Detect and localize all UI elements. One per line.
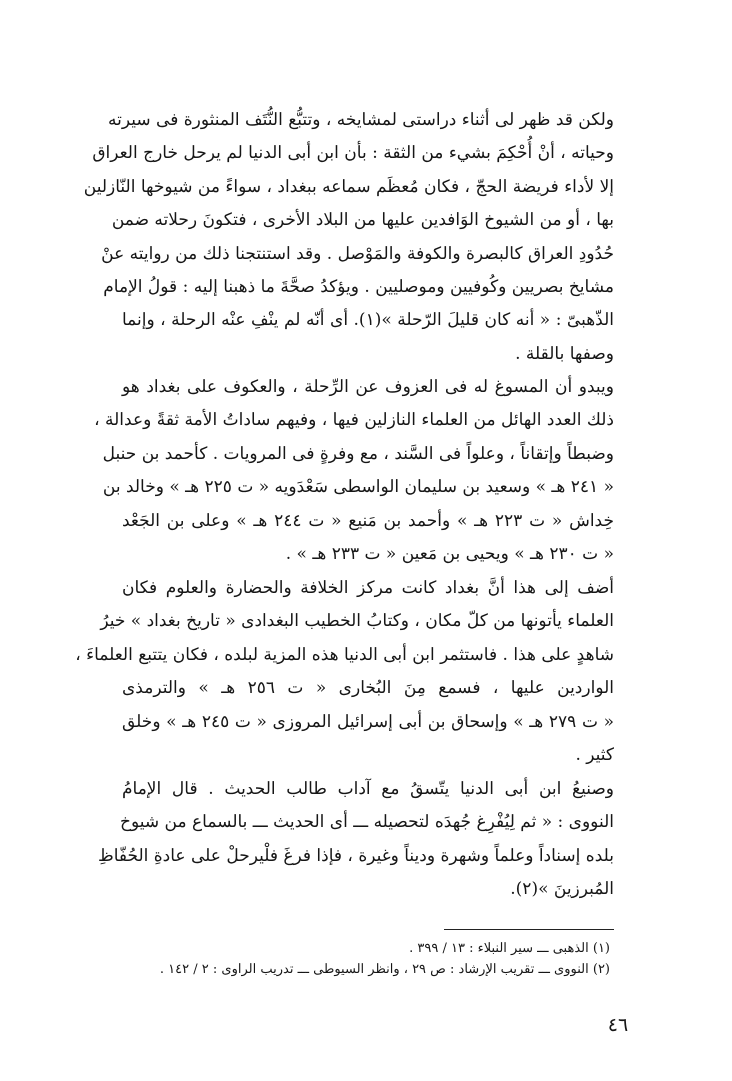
text-line: « ٢٤١ هـ » وسعيد بن سليمان الواسطى سَعْدَويه « ت ٢٢٥ هـ » وخالد بن — [102, 477, 614, 498]
text-line: مشايخ بصريين وكُوفيين وموصليين . ويؤكدُ صحَّةَ ما ذهبنا إليه : قولُ الإمام — [103, 277, 614, 298]
text-line: « ت ٢٧٩ هـ » وإسحاق بن أبى إسرائيل المروزى « ت ٢٤٥ هـ » وخلق — [122, 711, 614, 732]
text-line: شاهدٍ على هذا . فاستثمر ابن أبى الدنيا هذه المزية لبلده ، فكان يتتبع العلماءَ ، — [75, 644, 614, 665]
text-line: النووى : « ثم لِيُفْرِغ جُهدَه لتحصيله ـــ أى الحديث ـــ بالسماع من شيوخ — [120, 812, 614, 833]
footnote-divider — [444, 929, 614, 930]
text-line: وحياته ، أنْ أُحْكِمَ بشيء من الثقة : بأن ابن أبى الدنيا لم يرحل خارج العراق — [92, 143, 614, 164]
paragraph-1 — [83, 104, 614, 371]
text-line: الواردين عليها ، فسمع مِنَ البُخارى « ت ٢٥٦ هـ » والترمذى — [122, 678, 614, 699]
text-line: بلده إسناداً وعلماً وشهرة وديناً وغيرة ، فإذا فرغَ فلْيرحلْ على عادةِ الحُفّاظِ — [97, 845, 614, 866]
paragraph-4 — [97, 773, 614, 907]
page-number: ٤٦ — [607, 1014, 629, 1036]
text-line: إلا لأداء فريضة الحجّ ، فكان مُعظَم سماعه ببغداد ، سواءً من شيوخها النّازلين — [83, 176, 614, 197]
text-line: أضف إلى هذا أنَّ بغداد كانت مركز الخلافة والحضارة والعلوم فكان — [122, 578, 614, 598]
text-line: وصنيعُ ابن أبى الدنيا يتّسقُ مع آداب طالب الحديث . قال الإمامُ — [122, 779, 614, 799]
text-line: ذلك العدد الهائل من العلماء النازلين فيها ، وفيهم ساداتُ الأمة ثقةً وعدالة ، — [94, 410, 614, 431]
text-line: الذّهبىّ : « أنه كان قليلَ الرّحلة »(١). أى أنّه لم ينْفِ عنْه الرحلة ، وإنما — [122, 310, 614, 331]
text-line: وضبطاً وإتقاناً ، وعلواً فى السَّند ، مع وفرةٍ فى المرويات . كأحمد بن حنبل — [102, 443, 614, 464]
text-line: ويبدو أن المسوغ له فى العزوف عن الرِّحلة ، والعكوف على بغداد هو — [122, 377, 614, 397]
text-line: حُدُودِ العراق كالبصرة والكوفة والمَوْصل . وقد استنتجنا ذلك من روايته عنْ — [101, 243, 614, 264]
text-line: كثير . — [575, 745, 614, 766]
text-line: « ت ٢٣٠ هـ » ويحيى بن مَعين « ت ٢٣٣ هـ » . — [285, 544, 614, 565]
text-line: العلماء يأتونها من كلّ مكان ، وكتابُ الخطيب البغدادى « تاريخ بغداد » خيرُ — [100, 611, 614, 632]
text-line: ولكن قد ظهر لى أثناء دراستى لمشايخه ، وتتبُّع النُّتَف المنثورة فى سيرته — [108, 110, 614, 130]
text-line: خِداش « ت ٢٢٣ هـ » وأحمد بن مَنيع « ت ٢٤٤ هـ » وعلى بن الجَعْد — [122, 510, 614, 531]
text-line: وصفها بالقلة . — [515, 343, 614, 364]
paragraph-2 — [94, 371, 614, 571]
text-line: المُبرزينَ »(٢). — [510, 879, 614, 900]
footnote-1: (١) الذهبى ـــ سير النبلاء : ١٣ / ٣٩٩ . — [409, 941, 610, 956]
paragraph-3 — [75, 572, 614, 772]
footnote-2: (٢) النووى ـــ تقريب الإرشاد : ص ٢٩ ، وانظر السيوطى ـــ تدريب الراوى : ٢ / ١٤٢ . — [159, 962, 610, 977]
text-line: بها ، أو من الشيوخ الوَافدين عليها من البلاد الأخرى ، فتكونَ رحلاته ضمن — [111, 210, 614, 231]
